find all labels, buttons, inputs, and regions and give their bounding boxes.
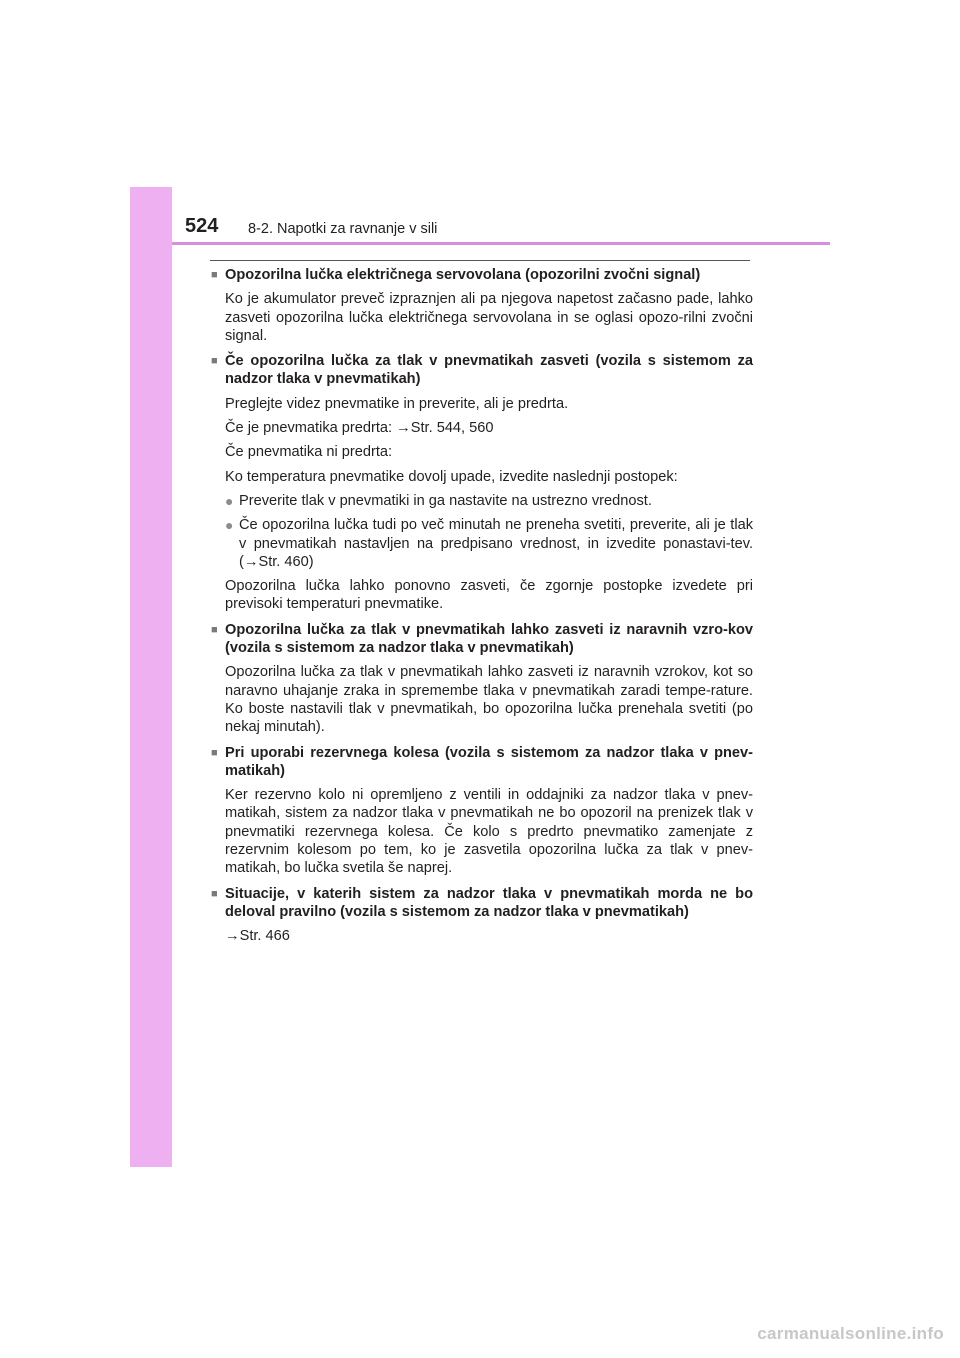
- square-bullet-icon: ■: [211, 355, 218, 368]
- square-bullet-icon: ■: [211, 746, 218, 759]
- square-bullet-icon: ■: [211, 887, 218, 900]
- paragraph: Ko je akumulator preveč izpraznjen ali pa njegova napetost začasno pade, lahko zasveti opozorilna lučka električnega servovolana in se oglasi opozo-rilni zvočni signal.: [225, 291, 753, 344]
- section-heading: [211, 744, 753, 781]
- heading-text: Če opozorilna lučka za tlak v pnevmatikah zasveti (vozila s sistemom za nadzor tlaka v pnevmatikah): [225, 353, 753, 388]
- heading-text: Opozorilna lučka električnega servovolana (opozorilni zvočni signal): [225, 267, 701, 283]
- paragraph: Preglejte videz pnevmatike in preverite, ali je predrta.: [225, 395, 569, 412]
- section-heading: [211, 885, 753, 922]
- list-item-text: Če opozorilna lučka tudi po več minutah ne preneha svetiti, preverite, ali je tlak v pnevmatikah nastavljen na predpisano vrednost, in izvedite ponastavi-tev. (→Str. 460): [239, 517, 753, 570]
- section-title: 8-2. Napotki za ravnanje v sili: [248, 221, 438, 237]
- section-heading: [211, 352, 753, 389]
- page-number: 524: [185, 215, 219, 237]
- header-rule: [172, 242, 830, 245]
- paragraph-page-reference: Če je pnevmatika predrta: →Str. 544, 560: [225, 420, 494, 437]
- list-item: [225, 516, 753, 571]
- paragraph: Če pnevmatika ni predrta:: [225, 444, 393, 461]
- page-content: [211, 266, 753, 946]
- watermark-logo: carmanualsonline.info: [757, 1324, 944, 1343]
- paragraph: Opozorilna lučka za tlak v pnevmatikah lahko zasveti iz naravnih vzrokov, kot so naravno uhajanje zraka in spremembe tlaka v pnevmatikah zaradi tempe-rature. Ko boste nastavili tlak v pnevmatikah, bo opozorilna lučka prenehala svetiti (po nekaj minutah).: [225, 664, 753, 736]
- heading-text: Pri uporabi rezervnega kolesa (vozila s sistemom za nadzor tlaka v pnev-matikah): [225, 744, 753, 779]
- circle-bullet-icon: ●: [225, 492, 234, 509]
- paragraph-page-reference: →Str. 466: [225, 928, 290, 945]
- section-heading: [211, 266, 753, 284]
- list-item-text: Preverite tlak v pnevmatiki in ga nastavite na ustrezno vrednost.: [239, 492, 652, 509]
- heading-text: Opozorilna lučka za tlak v pnevmatikah lahko zasveti iz naravnih vzro-kov (vozila s sistemom za nadzor tlaka v pnevmatikah): [225, 621, 753, 657]
- paragraph: Opozorilna lučka lahko ponovno zasveti, če zgornje postopke izvedete pri previsoki temperaturi pnevmatike.: [225, 578, 753, 613]
- square-bullet-icon: ■: [211, 269, 218, 281]
- paragraph: Ko temperatura pnevmatike dovolj upade, izvedite naslednji postopek:: [225, 468, 678, 485]
- circle-bullet-icon: ●: [225, 517, 234, 534]
- chapter-tab-sidebar: [130, 187, 172, 1167]
- list-item: [225, 492, 753, 510]
- paragraph: Ker rezervno kolo ni opremljeno z ventili in oddajniki za nadzor tlaka v pnev-matikah, sistem za nadzor tlaka v pnevmatikah ne bo opozoril na prenizek tlak v pnevmatiki rezervnega kolesa. Če kolo s predrto pnevmatiko zamenjate z rezervnim kolesom po tem, ko je zasvetila opozorilna lučka za tlak v pnev-matikah, bo lučka svetila še naprej.: [225, 787, 753, 877]
- square-bullet-icon: ■: [211, 623, 218, 636]
- section-heading: [211, 621, 753, 658]
- heading-text: Situacije, v katerih sistem za nadzor tlaka v pnevmatikah morda ne bo deloval pravilno (vozila s sistemom za nadzor tlaka v pnevmatikah): [225, 885, 753, 920]
- content-divider: [210, 260, 750, 261]
